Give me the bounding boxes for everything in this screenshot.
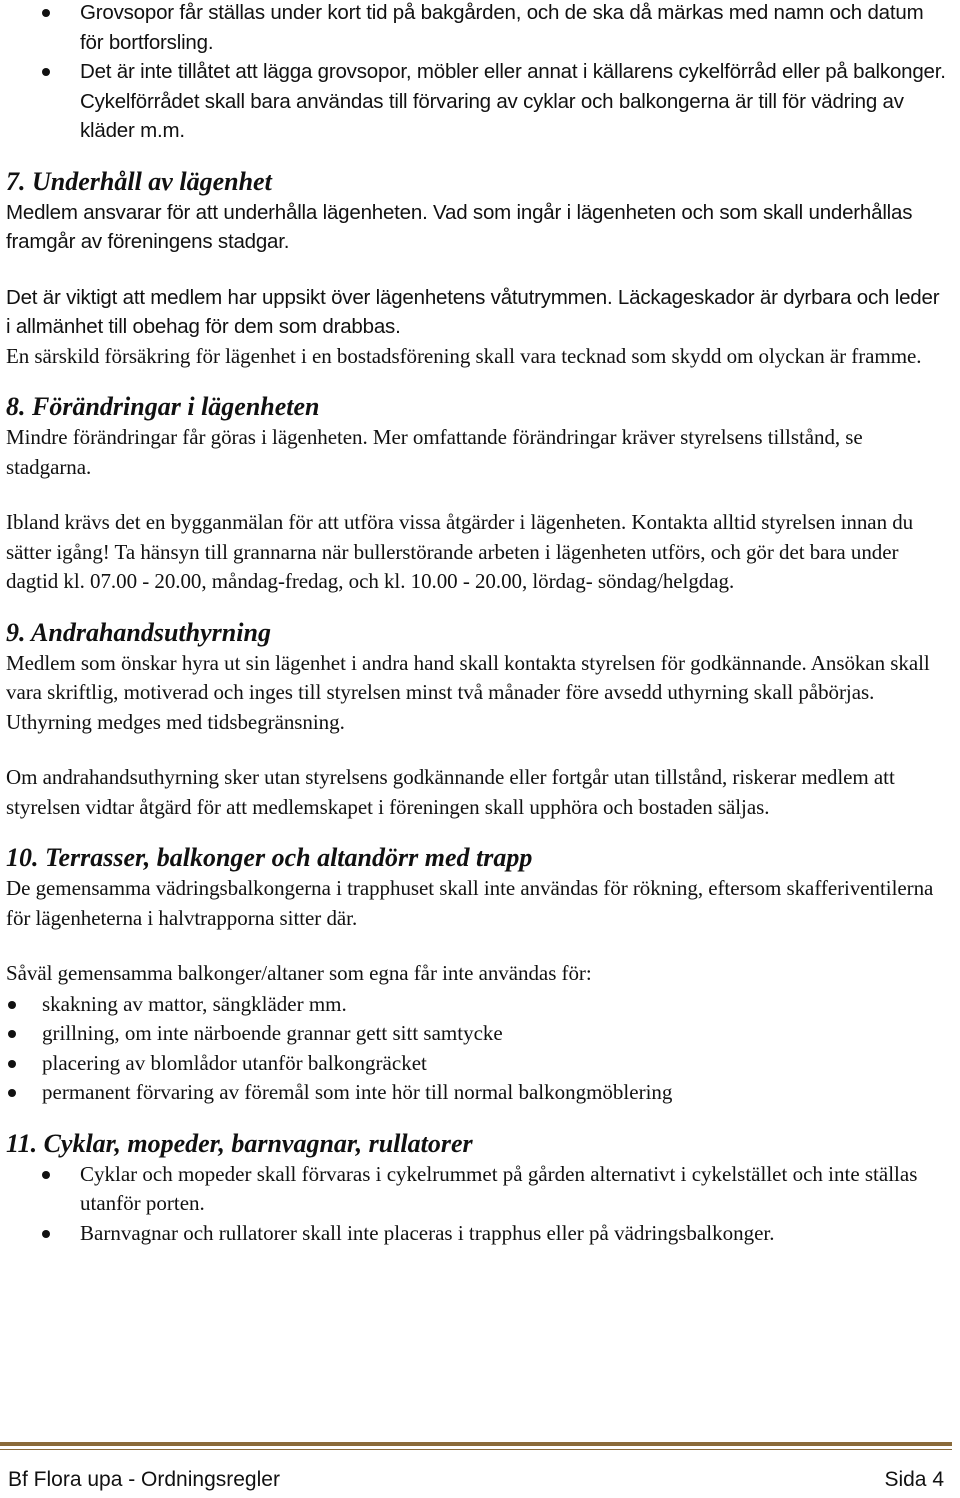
list-item: placering av blomlådor utanför balkongräcket — [6, 1049, 946, 1079]
section-10-heading: 10. Terrasser, balkonger och altandörr med trapp — [6, 843, 533, 872]
bicycle-rules-list — [6, 1160, 946, 1249]
list-item: skakning av mattor, sängkläder mm. — [6, 990, 946, 1020]
list-item: permanent förvaring av föremål som inte hör till normal balkongmöblering — [6, 1078, 946, 1108]
section-9-paragraph-1: Medlem som önskar hyra ut sin lägenhet i andra hand skall kontakta styrelsen för godkännande. Ansökan skall vara skriftlig, motiverad och inges till styrelsen minst två månader före avsedd uthyrning skall påbörjas. Uthyrning medges med tidsbegränsning. — [6, 650, 930, 734]
bullet-icon — [42, 1230, 50, 1238]
page-footer — [0, 1442, 952, 1491]
footer-document-title: Bf Flora upa - Ordningsregler — [8, 1468, 280, 1491]
list-item: Cyklar och mopeder skall förvaras i cykelrummet på gården alternativt i cykelstället och inte ställas utanför porten. — [6, 1160, 946, 1219]
section-8-heading: 8. Förändringar i lägenheten — [6, 392, 320, 421]
bullet-icon — [42, 9, 50, 17]
section-7-paragraph-2: Det är viktigt att medlem har uppsikt över lägenhetens våtutrymmen. Läckageskador är dyrbara och leder i allmänhet till obehag för dem som drabbas. — [6, 285, 940, 338]
section-8-paragraph-1: Mindre förändringar får göras i lägenheten. Mer omfattande förändringar kräver styrelsens tillstånd, se stadgarna. — [6, 425, 863, 479]
section-7-paragraph-1: Medlem ansvarar för att underhålla lägenheten. Vad som ingår i lägenheten och som skall underhållas framgår av föreningens stadgar. — [6, 200, 913, 253]
list-item: Grovsopor får ställas under kort tid på bakgården, och de ska då märkas med namn och datum för bortforsling. — [6, 0, 946, 57]
intro-bullet-list — [6, 0, 946, 146]
list-item: Det är inte tillåtet att lägga grovsopor, möbler eller annat i källarens cykelförråd eller på balkonger. Cykelförrådet skall bara användas till förvaring av cyklar och balkongerna är till för vädring av kläder m.m. — [6, 57, 946, 146]
section-10-paragraph-2: Såväl gemensamma balkonger/altaner som egna får inte användas för: — [6, 961, 592, 985]
section-10-paragraph-1: De gemensamma vädringsbalkongerna i trapphuset skall inte användas för rökning, eftersom skafferiventilerna för lägenheterna i halvtrapporna sitter där. — [6, 876, 934, 930]
section-7-heading: 7. Underhåll av lägenhet — [6, 166, 272, 196]
list-item: grillning, om inte närboende grannar gett sitt samtycke — [6, 1019, 946, 1049]
section-9-paragraph-2: Om andrahandsuthyrning sker utan styrelsens godkännande eller fortgår utan tillstånd, riskerar medlem att styrelsen vidtar åtgärd för att medlemskapet i föreningen skall upphöra och bostaden säljas. — [6, 765, 895, 819]
bullet-icon — [42, 1171, 50, 1179]
balcony-rules-list — [6, 990, 946, 1108]
section-11-heading: 11. Cyklar, mopeder, barnvagnar, rullatorer — [6, 1128, 473, 1158]
bullet-icon — [8, 1060, 16, 1068]
list-item: Barnvagnar och rullatorer skall inte placeras i trapphus eller på vädringsbalkonger. — [6, 1219, 946, 1249]
bullet-icon — [8, 1030, 16, 1038]
section-7-paragraph-3: En särskild försäkring för lägenhet i en bostadsförening skall vara tecknad som skydd om olyckan är framme. — [6, 343, 922, 368]
bullet-icon — [8, 1001, 16, 1009]
bullet-icon — [8, 1089, 16, 1097]
footer-page-number: Sida 4 — [884, 1468, 944, 1491]
bullet-icon — [42, 68, 50, 76]
section-9-heading: 9. Andrahandsuthyrning — [6, 617, 271, 647]
document-page — [6, 0, 946, 1248]
section-8-paragraph-2: Ibland krävs det en bygganmälan för att utföra vissa åtgärder i lägenheten. Kontakta alltid styrelsen innan du sätter igång! Ta hänsyn till grannarna när bullerstörande arbeten i lägenheten utförs, och gör det bara under dagtid kl. 07.00 - 20.00, måndag-fredag, och kl. 10.00 - 20.00, lördag- söndag/helgdag. — [6, 510, 914, 593]
